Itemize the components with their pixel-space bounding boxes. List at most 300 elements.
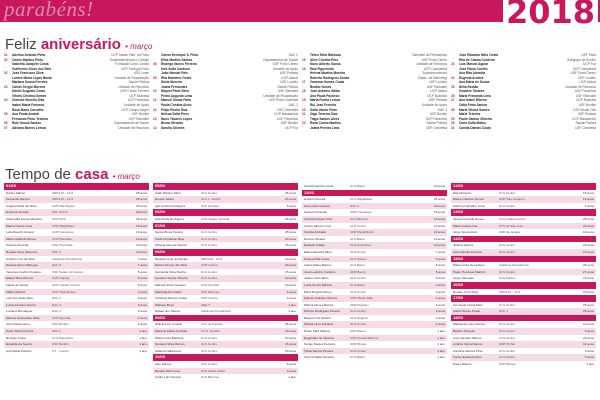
tenure-name: Luiz Fernando Reis [6,296,33,301]
tenure-unit: ULS Centro [201,230,218,235]
tenure-entry [153,275,298,282]
birthday-name: Rosa Cunha Martins [310,121,341,126]
tenure-years: 10 anos [582,342,594,347]
tenure-entry [4,262,149,269]
tenure-entry [4,236,149,243]
tenure-subtitle: • março [113,172,140,181]
tenure-name: Fernando Ramos [6,197,30,202]
tenure-entry [4,282,149,289]
tenure-unit: Gabinete Presidência [52,256,82,261]
birthday-name: Carlos Sérgio Moreira [12,84,46,89]
tenure-name: Samuel Almeida [304,210,327,215]
birthday-day: 14 [153,125,157,130]
birthday-name: Clarisse Moreira Dias [12,98,45,103]
birthday-name: Nélia Romão [459,84,479,89]
tenure-unit: ULS Centro [201,335,218,340]
birthday-name: Ana Maria de Sousa [459,80,490,85]
tenure-entry [4,269,149,276]
tenure-unit: UCP Piné [52,216,66,221]
tenure-years: 3 anos [137,302,147,307]
tenure-years: 1 ano [437,342,445,347]
birthday-name: Raquel Pinto Silva [161,89,189,94]
tenure-name: Ana Maria Patrício [6,348,32,353]
birthday-column [302,53,447,130]
tenure-years: 1 ano [288,309,296,314]
tenure-name: Daniel Alves Pereira [155,230,183,235]
tenure-entry [451,223,596,230]
tenure-name: Antônio Pereira [304,197,326,202]
birthday-name: Rosa Maria Carvalho [12,107,44,112]
tenure-entry [153,242,298,249]
tenure-date-header: 15/03 [451,256,596,263]
tenure-unit: ULS Bauru [350,184,366,188]
tenure-years: 5 anos [584,329,594,334]
tenure-years: 3 anos [137,309,147,314]
birthday-unit: Gabinete da Presidência [412,53,447,57]
tenure-years: 10 anos [135,236,147,241]
tenure-unit: UDP Campinas [350,210,372,215]
tenure-years: 10 anos [284,348,296,353]
tenure-entry [4,223,149,230]
tenure-years: 1 ano [139,342,147,347]
birthday-name: Rodrigo Nunes Ferreira [161,62,197,67]
tenure-entry [302,282,447,289]
birthday-unit: USF Lordelo [429,80,447,85]
birthday-unit: USF Paranhos [277,116,298,121]
tenure-entry [153,203,298,210]
tenure-years: 1 ano [437,348,445,353]
birthday-unit: Unidade de Apoio [421,103,447,108]
birthday-name: Rui José Ferreira [310,103,337,108]
banner-year: 2018 [503,0,598,30]
tenure-name: Emerson Kowali [6,210,29,215]
tenure-entry [153,269,298,276]
birthday-day: 01 [4,53,8,57]
tenure-name: Carla Fernanda Silva [155,236,185,241]
tenure-name: Maria Luiza Gonçalves [453,263,485,268]
tenure-entry [153,308,298,315]
tenure-name: Fernanda Silva Rocha [155,269,186,274]
tenure-name: Vanessa Coelho Pestana [6,269,41,274]
tenure-date-header: 12/03 [451,183,596,190]
tenure-unit: DAC 1 [52,296,62,301]
birthday-day [302,126,310,131]
birthday-day: 09 [153,75,157,80]
tenure-unit: ULS Minerva [201,375,219,380]
birthday-unit: UCP Massarelos [572,116,596,121]
birthday-unit: DAC 2 [288,53,298,57]
tenure-years: 15 anos [582,190,594,195]
tenure-unit: DAC 4 [52,302,62,307]
birthday-day: 02 [4,57,8,62]
header-banner [0,0,600,31]
tenure-name: Jorge Souza Reis [453,230,478,235]
tenure-entry [302,295,447,302]
tenure-name: Sabrina Carvalho Lima [453,203,485,208]
birthday-unit: USF Prelada [279,71,298,76]
tenure-unit: ULS Centro [499,329,516,334]
tenure-unit: UPL ULS C [52,210,68,215]
tenure-years: 10 anos [433,230,445,235]
birthdays-title [5,36,152,53]
tenure-entry [153,236,298,243]
birthday-name: Guilherme Alves dos Reis [12,66,52,71]
birthday-unit: UCP Ramalde [128,116,149,121]
tenure-unit: ULS Bauru [350,236,366,241]
birthday-name: José Eduardo Melo Costa [459,53,498,57]
birthday-name: João Manuel Reis [161,71,188,76]
birthday-unit: USF Bonfim [280,121,298,126]
tenure-entry [451,341,596,348]
birthday-day: 18 [302,89,306,94]
birthday-day: 10 [153,89,157,94]
tenure-name: Mônica Guimarães Silva [6,315,40,320]
tenure-years: 10 anos [582,197,594,202]
tenure-years: 5 anos [137,276,147,281]
tenure-unit: UCP Agrovila [52,315,71,320]
tenure-unit: ULS Bauru [350,282,366,287]
tenure-name: Danielle Araújo [304,243,325,248]
tenure-entry [153,341,298,348]
tenure-entry [451,190,596,197]
birthday-name: Sílvia Moreira [161,80,182,85]
tenure-name: Cristiane Ramos Costa [155,296,187,301]
birthday-name: Mariana Sousa Ferreira [12,80,48,85]
tenure-unit: ULS Santos [350,256,367,261]
birthday-day: 03 [4,84,8,89]
birthday-unit: Unidade de Recursos [565,84,596,89]
birthday-unit: USF Prelada [577,112,596,117]
birthday-name: Ana Isabel Ribeiro [459,98,487,103]
birthday-unit: Unidade de Recursos [416,62,447,67]
tenure-unit: ULS Centro [350,348,367,353]
birthday-entry [4,126,149,131]
tenure-years: 20 anos [284,329,296,334]
birthday-unit: UCP Boavista [427,93,447,98]
tenure-years: 25 anos [284,216,296,221]
tenure-years: 25 anos [284,190,296,195]
tenure-date-header: 14/03 [451,236,596,243]
tenure-unit: ULS Centro [499,243,516,248]
tenure-entry [302,229,447,236]
tenure-name: Paulo Ribeiro [453,362,472,367]
tenure-name: Paulo Henrique Martins [453,269,486,274]
birthday-unit: Saúde Pública [575,121,596,126]
birthday-column [153,53,298,130]
tenure-unit: UEE T. [201,302,211,307]
tenure-name: Beatriz Almeida [453,329,475,334]
tenure-name: Isabel Nunes Prado [453,309,481,314]
birthday-name: Sofia Varela Pinto [310,107,337,112]
tenure-unit: ULS Centro [499,302,516,307]
birthday-column [4,53,149,130]
tenure-years: 20 anos [284,256,296,261]
tenure-years: 1 ano [139,329,147,334]
tenure-unit: UCP Campinas [52,230,74,235]
tenure-entry [302,183,447,190]
tenure-name: Daniela Alves Nóbrega [6,263,38,268]
tenure-name: Eliane Silva Zimmer [6,276,34,281]
tenure-column [451,183,596,381]
tenure-years: 2 anos [435,309,445,314]
tenure-column [302,183,447,381]
birthday-unit: Subgrupo de Ensino [567,57,596,62]
birthday-unit: USF Ramalde [426,84,447,89]
birthday-unit: USF Lordelo [280,80,298,85]
birthday-name: Telmo Melo Barbosa [310,53,341,57]
birthday-day: 05 [4,112,8,117]
birthday-name: Carlos Henrique S. Pinto [161,53,199,57]
birthday-unit: Unidade de Recursos [118,84,149,89]
tenure-entry [4,348,149,355]
tenure-name: Rita Monteiro [453,190,472,195]
tenure-entry [451,242,596,249]
tenure-unit: ULS Centro [350,249,367,254]
tenure-name: Denise Oliveira [304,236,325,241]
tenure-years: 3 anos [435,296,445,301]
tenure-list [4,183,596,381]
tenure-unit: DAC 3 [52,329,62,334]
tenure-entry [153,295,298,302]
tenure-years: 20 anos [284,197,296,202]
tenure-entry [4,229,149,236]
tenure-unit: UCP Pombal [201,282,219,287]
birthday-unit: USF Cedofeita [277,107,298,112]
tenure-unit: ULS Centro [350,309,367,314]
birthday-unit: USF Cedofeita [575,125,596,130]
tenure-unit: UCP Ramalde [52,236,72,241]
birthday-unit: Unidade de Fiscalização [263,93,298,98]
tenure-date-header: 17/03 [451,295,596,302]
birthday-name: Ana Rita Almeida [459,71,486,76]
tenure-entry [153,335,298,342]
birthday-name: Beatriz Nunes [310,84,332,89]
birthday-name: Daniel Augusto Costa [12,89,45,94]
tenure-unit: UT – Centro [52,348,69,353]
tenure-years: 25 anos [135,197,147,202]
birthday-day: 11 [153,98,157,103]
tenure-years: 20 anos [433,203,445,208]
tenure-name: Eduarda de Souza [6,342,32,347]
tenure-years: 10 anos [582,322,594,327]
birthday-unit: USF Ramalde [277,89,298,94]
tenure-name: Marcia Andrade Oliveira [304,296,338,301]
tenure-date-header: 05/03 [153,183,298,190]
tenure-unit: DAC 2 [52,309,62,314]
tenure-years: 10 anos [284,282,296,287]
tenure-name: Angela Maria da Silva [6,203,37,208]
tenure-entry [153,348,298,355]
tenure-entry [4,209,149,216]
tenure-unit: USF Saúde do Campo [52,269,84,274]
tenure-name: Ana Lúcia Campos [304,203,331,208]
tenure-name: Igor Antônio Pellegrini [155,203,186,208]
tenure-entry [4,295,149,302]
birthday-name: Bruno Mendes [161,121,184,126]
birthday-name: José Paulo Coelho [459,66,488,71]
tenure-years: 5 anos [286,203,296,208]
birthday-name: Gabriela Joaquim Costa [12,62,49,67]
tenure-name: Renato Lima Silva [453,289,479,294]
tenure-unit: UCP Tirandentes [52,289,76,294]
tenure-entry [451,249,596,256]
tenure-name: Mara Regina Nunes [304,289,332,294]
tenure-name: Helena Rita Costa [304,256,330,261]
birthday-name: Gustavo Tavares [459,89,485,94]
tenure-years: 25 anos [433,197,445,202]
tenure-name: Lúcia Souza Martins [304,282,333,287]
tenure-years: 10 anos [135,230,147,235]
birthday-unit: Saúde Pública [277,84,298,89]
birthday-unit: UCP Massarelos [274,112,298,117]
tenure-entry [4,302,149,309]
tenure-years: 5 anos [137,282,147,287]
tenure-years: 20 anos [582,223,594,228]
tenure-entry [302,341,447,348]
tenure-years: 1 ano [437,335,445,340]
tenure-unit: UDP Bauru [350,269,366,274]
birthday-unit: USF Cedofeita [426,125,447,130]
tenure-unit: ULS Bauru [350,355,366,360]
tenure-name: Robert Nunes dos Reis [155,263,187,268]
tenure-years: 3 anos [137,296,147,301]
birthday-unit: USF Faria [581,53,596,57]
birthday-name: Eugenia Aroeira [459,75,484,80]
tenure-entry [302,236,447,243]
tenure-entry [302,249,447,256]
tenure-name: Maria Luiza Barbosa [155,335,184,340]
birthday-unit: DAC 3 [437,107,447,112]
tenure-name: Marlene Maria Andrade [155,329,188,334]
tenure-name: Leila Beatriz Amaral [6,230,34,235]
tenure-unit: UDP Brotas [499,362,516,367]
tenure-years: 5 anos [137,269,147,274]
birthday-unit: UCP Campanhã [572,66,596,71]
tenure-unit: ULS Centro [499,190,516,195]
tenure-entry [4,335,149,342]
birthday-day: 06 [4,121,8,126]
tenure-unit: ULS Guarani [201,203,219,208]
tenure-years: 7 anos [435,249,445,254]
birthday-day: 30 [451,121,455,126]
birthday-name: Maria Vitória Soares [459,107,490,112]
tenure-name: Ricardo Lima de Morais [155,256,188,261]
tenure-years: 5 anos [584,348,594,353]
tenure-unit: ULS Santa Isabel [201,368,226,373]
birthday-name: Adelino António Pinto [12,53,46,57]
tenure-entry [302,275,447,282]
tenure-entry [4,341,149,348]
tenure-name: Carolina Santos Pinto [453,348,483,353]
birthday-day: 19 [302,98,306,103]
birthday-unit: Unidade de Apoio [272,66,298,71]
tenure-years: 20 anos [582,243,594,248]
tenure-years: 15 anos [284,342,296,347]
tenure-unit: USF Bonfim [52,322,69,327]
tenure-name: Flávia de Souza [6,282,29,287]
tenure-unit: Gabinete Presidência [201,309,231,314]
tenure-entry [4,242,149,249]
tenure-years: 3 anos [435,289,445,294]
tenure-entry [451,348,596,355]
tenure-name: Ana Paula Rodrigues [155,216,185,221]
birthday-name: Sandra Oliveira [161,125,185,130]
tenure-entry [153,229,298,236]
tenure-years: 5 anos [286,362,296,367]
tenure-name: Andréa Vieira Ramos [453,342,483,347]
birthday-unit: USS Leste [133,71,149,76]
tenure-years: 15 anos [284,269,296,274]
birthday-day: 02 [4,71,8,76]
birthdays-list [4,53,596,130]
tenure-name: Danilo Sabino [6,190,26,195]
birthday-unit: Unidade de Apoio [123,103,149,108]
tenure-unit: ULS Araçatuba [52,335,73,340]
tenure-years: 5 anos [584,355,594,360]
birthday-unit: UCP Boavista [129,93,149,98]
birthday-entry [153,126,298,131]
tenure-years: 25 anos [135,190,147,195]
tenure-unit: DAC 2 [52,249,62,254]
birthday-name: Camila Dantas Couto [459,125,492,130]
tenure-unit: UCP Magalhães [52,223,75,228]
birthday-name: Paula Cristina Alves [161,103,192,108]
tenure-entry [4,190,149,197]
tenure-unit: ULS Centro [350,322,367,327]
birthday-name: Paulo Santos Oliveira [459,116,492,121]
birthday-name: Filipe Rocha Dias [161,107,188,112]
tenure-entry [302,328,447,335]
birthday-name: Fernando Pinto Teixeira [12,116,49,121]
tenure-years: 15 anos [582,249,594,254]
tenure-unit: ULS Centro [201,276,218,281]
birthday-day: 07 [4,125,8,130]
tenure-name: Gabriela Matos Cruz [304,216,333,221]
tenure-years: 1 ano [288,375,296,380]
birthday-name: Helena Martins Moreira [310,71,346,76]
tenure-unit: ULS Centro [499,355,516,360]
tenure-date-header: 09/03 [153,315,298,322]
tenure-years: 3 anos [137,289,147,294]
birthday-name: Rute Sousa Santos [12,121,42,126]
tenure-years: 10 anos [433,184,445,188]
tenure-name: Ivan Santos [155,362,172,367]
tenure-years: 2 anos [435,315,445,320]
tenure-unit: ULS Registro [350,315,369,320]
tenure-unit: UCP Centro [201,296,218,301]
birthday-day: 26 [451,93,455,98]
tenure-entry [302,209,447,216]
tenure-name: Maria Costa Lima [453,223,478,228]
tenure-years: 25 anos [582,263,594,268]
tenure-unit: ULS Centro [201,269,218,274]
tenure-years: 5 anos [435,256,445,261]
tenure-entry [302,348,447,355]
tenure-name: Wanderson dos Santos [453,322,486,327]
tenure-entry [302,302,447,309]
birthday-unit: USF Porto Centro [570,71,596,76]
birthday-unit: USF Monte Cão [573,107,596,112]
tenure-date-header: 06/03 [153,209,298,216]
tenure-unit: UDP de Iguape [499,230,521,235]
tenure-unit: ULS Guarulhos [350,243,372,248]
tenure-years: 10 anos [284,276,296,281]
tenure-unit: UDP Pereira Barreto [350,335,379,340]
tenure-unit: UT C. Gestão [201,329,220,334]
tenure-years: 1 ano [437,355,445,360]
tenure-entry [302,262,447,269]
tenure-unit: UDP Pinhal [499,342,515,347]
